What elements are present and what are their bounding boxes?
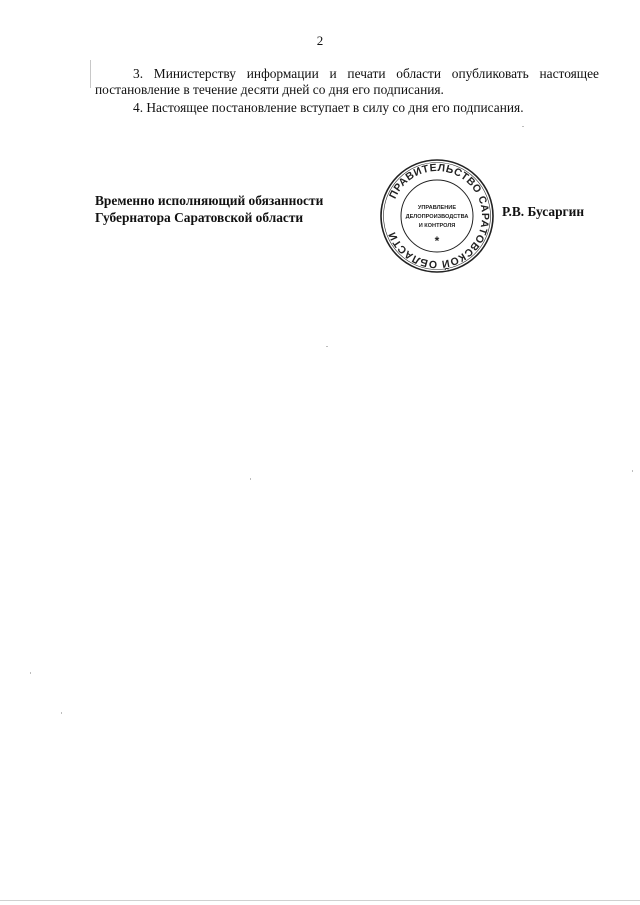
scan-speck [30, 672, 31, 674]
scan-speck [61, 712, 62, 714]
signer-position [95, 192, 323, 226]
paragraph-4-text: 4. Настоящее постановление вступает в силу со дня его подписания. [133, 100, 524, 115]
seal-ring-text: ПРАВИТЕЛЬСТВО САРАТОВСКОЙ ОБЛАСТИ [386, 161, 492, 271]
paragraph-3 [95, 66, 599, 98]
scan-speck [632, 470, 633, 472]
scan-bottom-edge [0, 900, 640, 901]
scan-speck [522, 126, 524, 127]
seal-center-line-3: И КОНТРОЛЯ [418, 223, 456, 229]
seal-star-symbol: * [434, 234, 440, 248]
paragraph-4 [95, 100, 599, 116]
seal-center-line-1: УПРАВЛЕНИЕ [417, 205, 457, 211]
signer-name: Р.В. Бусаргин [502, 204, 585, 219]
paragraph-3-line-2: постановление в течение десяти дней со дня его подписания. [95, 82, 444, 97]
scan-speck [250, 478, 251, 480]
signer-position-line-1: Временно исполняющий обязанности [95, 193, 324, 208]
paragraph-3-line-1: 3. Министерству информации и печати области опубликовать настоящее [133, 66, 599, 81]
page-number: 2 [316, 33, 324, 48]
scan-speck [326, 346, 328, 347]
seal-center-line-2: ДЕЛОПРОИЗВОДСТВА [405, 214, 469, 220]
signer-position-line-2: Губернатора Саратовской области [95, 210, 304, 225]
official-seal-stamp [378, 157, 496, 275]
scan-margin-mark [90, 60, 91, 88]
